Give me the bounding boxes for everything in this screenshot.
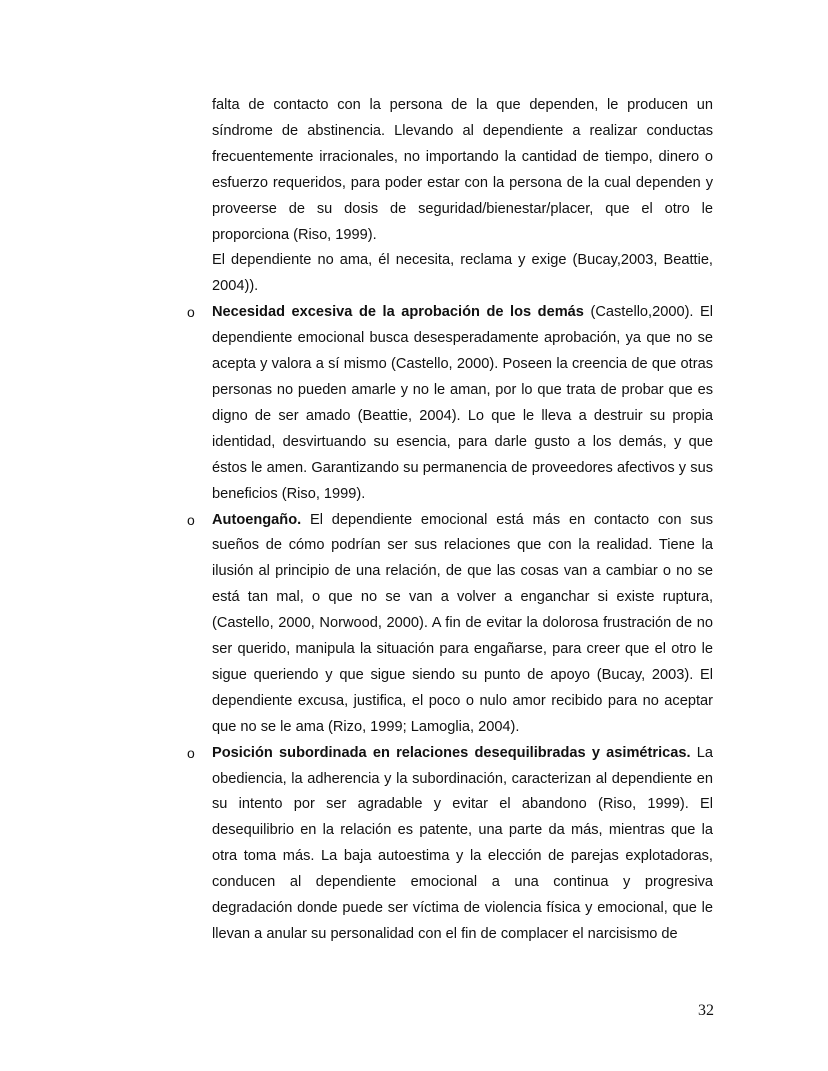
item-body: El dependiente emocional está más en contacto con sus sueños de cómo podrían ser sus relaciones que con la realidad. Tiene la ilusión al principio de una relación, de que las cosas van a cambiar o no se está tan mal, o que no se van a volver a enganchar si existe ruptura, (Castello, 2000, Norwood, 2000). A fin de evitar la dolorosa frustración de no ser querido, manipula la situación para engañarse, para creer que el otro le sigue queriendo y que sigue siendo su punto de apoyo (Bucay, 2003). El dependiente excusa, justifica, el poco o nulo amor recibido para no aceptar que no se le ama (Rizo, 1999; Lamoglia, 2004). xyxy=(212,511,713,735)
item-heading: Autoengaño. xyxy=(212,511,302,528)
list-item xyxy=(187,741,713,948)
continuation-paragraph: falta de contacto con la persona de la que dependen, le producen un síndrome de abstinencia. Llevando al dependiente a realizar conductas frecuentemente irracionales, no importando la cantidad de tiempo, dinero o esfuerzo requeridos, para poder estar con la persona de la cual dependen y proveerse de su dosis de seguridad/bienestar/placer, que el otro le proporciona (Riso, 1999). xyxy=(212,97,713,243)
bullet-icon: o xyxy=(187,511,195,528)
item-body: (Castello,2000). El dependiente emocional busca desesperadamente aprobación, ya que no se acepta y valora a sí mismo (Castello, 2000). Poseen la creencia de que otras personas no pueden amarle y no le aman, por lo que trata de probar que es digno de ser amado (Beattie, 2004). Lo que le lleva a destruir su propia identidad, desvirtuando su esencia, para darle gusto a los demás, y que éstos le amen. Garantizando su permanencia de proveedores afectivos y sus beneficios (Riso, 1999). xyxy=(212,304,714,502)
item-heading: Necesidad excesiva de la aprobación de los demás xyxy=(212,304,584,321)
continuation-line: El dependiente no ama, él necesita, reclama y exige (Bucay,2003, Beattie, 2004)). xyxy=(212,252,713,295)
list-item xyxy=(187,300,714,507)
item-body: La obediencia, la adherencia y la subordinación, caracterizan al dependiente en su intento por ser agradable y evitar el abandono (Riso, 1999). El desequilibrio en la relación es patente, una parte da más, mientras que la otra toma más. La baja autoestima y la elección de parejas explotadoras, conducen al dependiente emocional a una continua y progresiva degradación donde puede ser víctima de violencia física y emocional, que le llevan a anular su personalidad con el fin de complacer el narcisismo de xyxy=(212,744,713,942)
list-item xyxy=(187,508,713,741)
bullet-icon: o xyxy=(187,304,195,321)
page-number: 32 xyxy=(698,1002,714,1019)
bullet-icon: o xyxy=(187,744,195,761)
item-heading: Posición subordinada en relaciones desequilibradas y asimétricas. xyxy=(212,744,691,761)
page-content xyxy=(187,93,714,948)
